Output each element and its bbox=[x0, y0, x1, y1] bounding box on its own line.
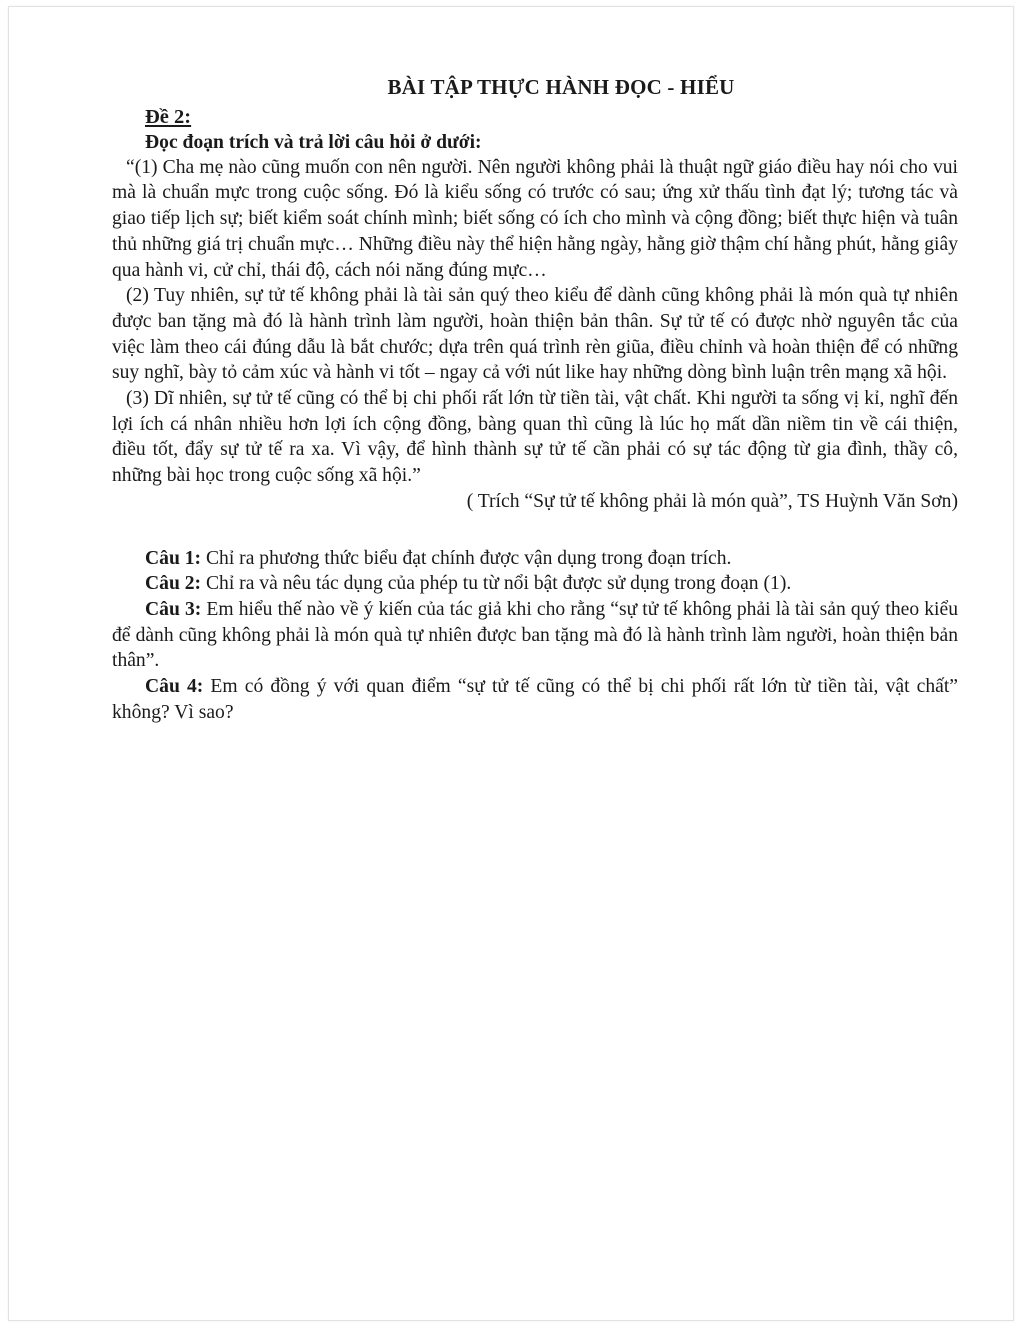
document-content bbox=[112, 75, 958, 725]
passage-paragraph-3: (3) Dĩ nhiên, sự tử tế cũng có thể bị chi phối rất lớn từ tiền tài, vật chất. Khi người ta sống vị kỉ, nghĩ đến lợi ích cá nhân nhiều hơn lợi ích cộng đồng, bàng quan thì cũng là lúc họ mất dần niềm tin về cái thiện, điều tốt, đẩy sự tử tế ra xa. Vì vậy, để hình thành sự tử tế cần phải có sự tác động từ gia đình, thầy cô, những bài học trong cuộc sống xã hội.” bbox=[112, 388, 958, 487]
reading-instruction: Đọc đoạn trích và trả lời câu hỏi ở dưới: bbox=[145, 131, 482, 153]
question-4-text: Em có đồng ý với quan điểm “sự tử tế cũng có thể bị chi phối rất lớn từ tiền tài, vật chất” không? Vì sao? bbox=[112, 676, 958, 723]
question-3-text: Em hiểu thế nào về ý kiến của tác giả khi cho rằng “sự tử tế không phải là tài sản quý theo kiểu để dành cũng không phải là món quà tự nhiên được ban tặng mà đó là hành trình làm người, hoàn thiện bản thân”. bbox=[112, 598, 958, 672]
question-1-text: Chỉ ra phương thức biểu đạt chính được vận dụng trong đoạn trích. bbox=[201, 547, 732, 569]
question-2-text: Chỉ ra và nêu tác dụng của phép tu từ nổi bật được sử dụng trong đoạn (1). bbox=[201, 573, 792, 595]
document-title: BÀI TẬP THỰC HÀNH ĐỌC - HIỂU bbox=[387, 75, 735, 99]
exercise-number: Đề 2: bbox=[145, 105, 192, 128]
question-1 bbox=[112, 546, 958, 572]
passage-paragraph-1: “(1) Cha mẹ nào cũng muốn con nên người. Nên người không phải là thuật ngữ giáo điều hay nói cho vui mà là chuẩn mực trong cuộc sống. Đó là kiểu sống có trước có sau; ứng xử thấu tình đạt lý; tương tác và giao tiếp lịch sự; biết kiểm soát chính mình; biết sống có ích cho mình và cộng đồng; biết thực hiện và tuân thủ những giá trị chuẩn mực… Những điều này thể hiện hằng ngày, hằng giờ thậm chí hằng phút, hằng giây qua hành vi, cử chỉ, thái độ, cách nói năng đúng mực… bbox=[112, 156, 958, 281]
question-2-label: Câu 2: bbox=[145, 573, 202, 595]
question-1-label: Câu 1: bbox=[145, 547, 202, 569]
document-page bbox=[8, 6, 1014, 1321]
question-list bbox=[112, 546, 958, 726]
passage-paragraph-2: (2) Tuy nhiên, sự tử tế không phải là tài sản quý theo kiểu để dành cũng không phải là món quà tự nhiên được ban tặng mà đó là hành trình làm người, hoàn thiện bản thân. Sự tử tế có được nhờ nguyên tắc của việc làm theo cái đúng dẫu là bắt chước; dựa trên quá trình rèn giũa, điều chỉnh và hoàn thiện để có những suy nghĩ, bày tỏ cảm xúc và hành vi tốt – ngay cả với nút like hay những dòng bình luận trên mạng xã hội. bbox=[112, 285, 958, 384]
question-4 bbox=[112, 674, 958, 725]
question-2 bbox=[112, 571, 958, 597]
question-3 bbox=[112, 597, 958, 674]
question-3-label: Câu 3: bbox=[145, 598, 202, 620]
question-4-label: Câu 4: bbox=[145, 676, 204, 698]
passage-source: ( Trích “Sự tử tế không phải là món quà”, TS Huỳnh Văn Sơn) bbox=[466, 490, 958, 512]
